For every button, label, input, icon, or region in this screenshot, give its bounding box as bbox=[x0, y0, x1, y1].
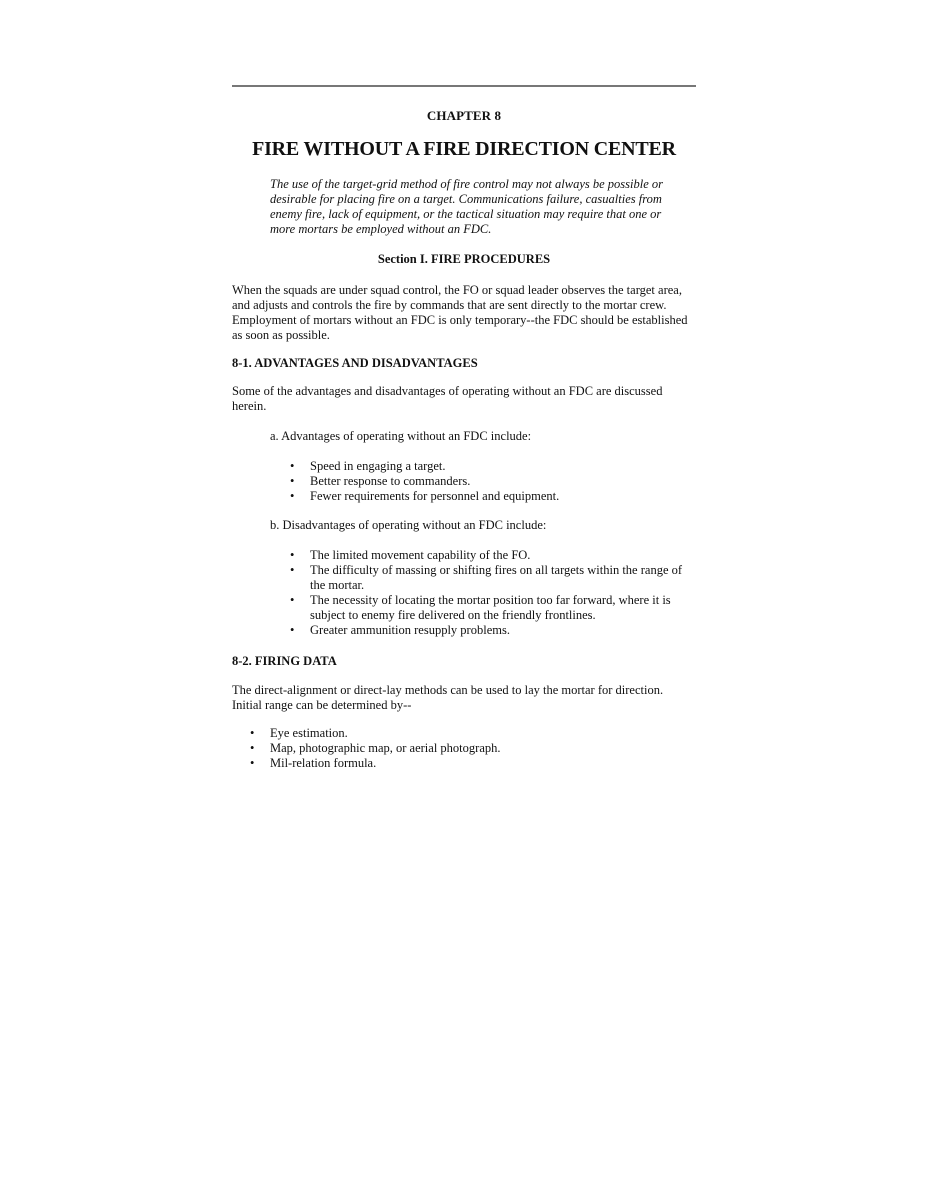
list-item bbox=[288, 474, 698, 489]
section-intro-paragraph: When the squads are under squad control, the FO or squad leader observes the target area, and adjusts and controls the fire by commands that are sent directly to the mortar crew. Employment of mortars without an FDC is only temporary--the FDC should be established as soon as possible. bbox=[232, 283, 688, 342]
header-rule bbox=[232, 85, 696, 87]
list-item bbox=[288, 563, 700, 593]
list-item bbox=[288, 623, 700, 638]
list-item bbox=[288, 489, 698, 504]
bullet-icon: • bbox=[290, 548, 295, 562]
bullet-icon: • bbox=[250, 756, 255, 770]
list-item bbox=[288, 459, 698, 474]
list-item-text: Mil-relation formula. bbox=[270, 756, 377, 770]
heading-8-1: 8-1. ADVANTAGES AND DISADVANTAGES bbox=[232, 356, 478, 370]
bullet-icon: • bbox=[250, 726, 255, 740]
bullet-icon: • bbox=[290, 593, 295, 607]
bullet-icon: • bbox=[290, 623, 295, 637]
list-item-text: Speed in engaging a target. bbox=[310, 459, 446, 473]
bullet-icon: • bbox=[290, 474, 295, 488]
list-item bbox=[248, 756, 698, 771]
disadvantages-intro: b. Disadvantages of operating without an FDC include: bbox=[270, 518, 547, 532]
bullet-icon: • bbox=[290, 489, 295, 503]
chapter-label: CHAPTER 8 bbox=[426, 108, 502, 123]
disadvantages-list bbox=[288, 548, 700, 638]
list-item-text: Eye estimation. bbox=[270, 726, 348, 740]
firing-data-methods-list bbox=[248, 726, 698, 771]
list-item-text: Map, photographic map, or aerial photograph. bbox=[270, 741, 501, 755]
paragraph-8-1: Some of the advantages and disadvantages of operating without an FDC are discussed herein. bbox=[232, 384, 663, 413]
advantages-intro: a. Advantages of operating without an FDC include: bbox=[270, 429, 532, 443]
list-item-text: Fewer requirements for personnel and equipment. bbox=[310, 489, 560, 503]
list-item bbox=[288, 593, 700, 623]
paragraph-8-2: The direct-alignment or direct-lay methods can be used to lay the mortar for direction. Initial range can be determined by-- bbox=[232, 683, 664, 712]
list-item-text: Greater ammunition resupply problems. bbox=[310, 623, 510, 637]
chapter-title: FIRE WITHOUT A FIRE DIRECTION CENTER bbox=[252, 138, 676, 160]
list-item bbox=[248, 726, 698, 741]
list-item bbox=[248, 741, 698, 756]
list-item bbox=[288, 548, 700, 563]
list-item-text: The difficulty of massing or shifting fires on all targets within the range of the mortar. bbox=[310, 563, 683, 592]
list-item-text: The limited movement capability of the FO. bbox=[310, 548, 531, 562]
list-item-text: The necessity of locating the mortar position too far forward, where it is subject to enemy fire delivered on the friendly frontlines. bbox=[310, 593, 671, 622]
heading-8-2: 8-2. FIRING DATA bbox=[232, 654, 337, 668]
section-title: Section I. FIRE PROCEDURES bbox=[377, 252, 551, 266]
advantages-list bbox=[288, 459, 698, 504]
bullet-icon: • bbox=[290, 459, 295, 473]
list-item-text: Better response to commanders. bbox=[310, 474, 471, 488]
bullet-icon: • bbox=[290, 563, 295, 577]
chapter-intro: The use of the target-grid method of fire control may not always be possible or desirable for placing fire on a target. Communications failure, casualties from enemy fire, lack of equipment, or the tactical situation may require that one or more mortars be employed without an FDC. bbox=[270, 177, 664, 236]
bullet-icon: • bbox=[250, 741, 255, 755]
